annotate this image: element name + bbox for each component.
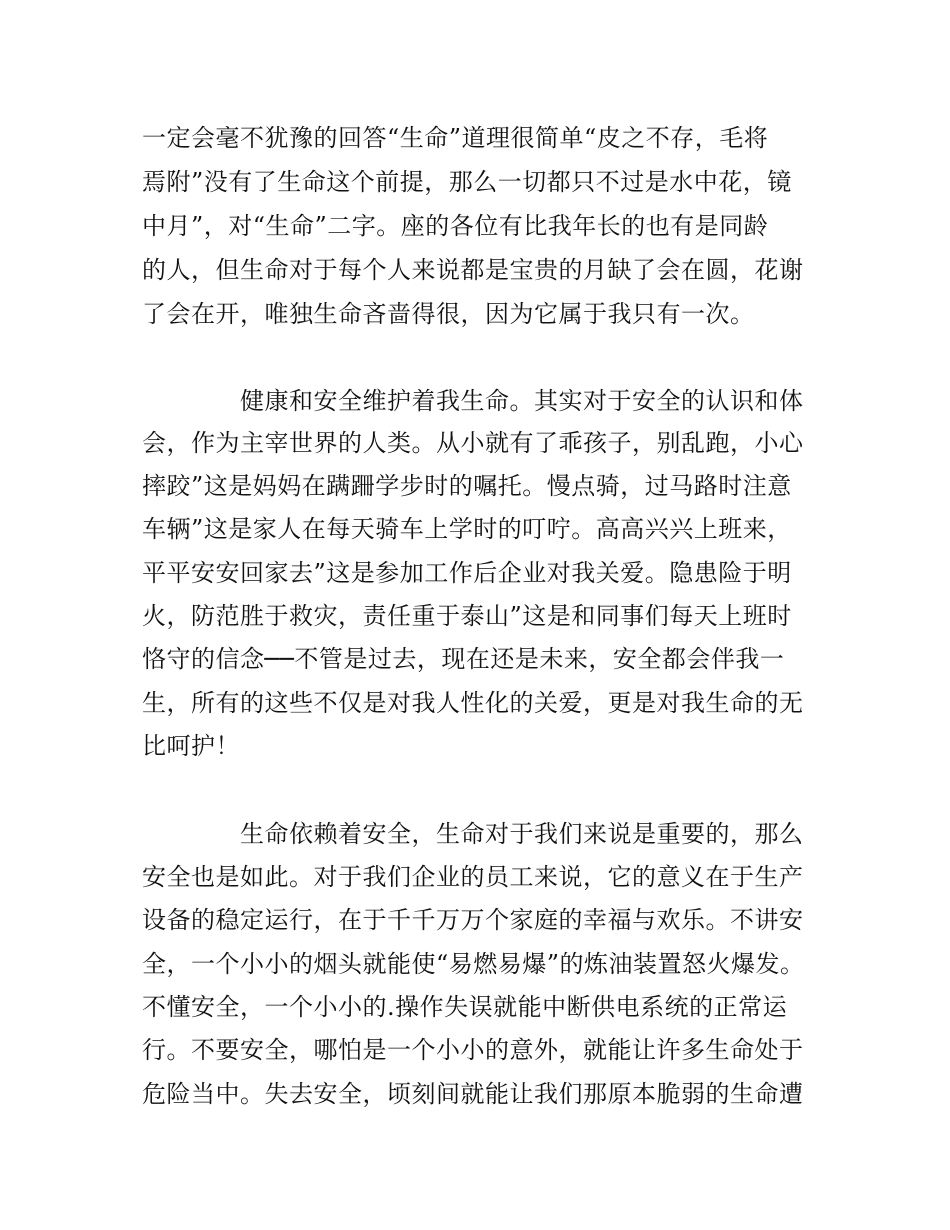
paragraph-2-line-9: 比呵护！ — [142, 732, 240, 760]
paragraph-1-line-2: 焉附”没有了生命这个前提，那么一切都只不过是水中花，镜 — [142, 168, 792, 196]
paragraph-1-line-3: 中月”，对“生命”二字。座的各位有比我年长的也有是同龄 — [142, 212, 769, 240]
paragraph-2-line-7: 恪守的信念──不管是过去，现在还是未来，安全都会伴我一 — [142, 645, 785, 673]
paragraph-2-line-1: 健康和安全维护着我生命。其实对于安全的认识和体 — [240, 387, 804, 415]
paragraph-3-line-7: 危险当中。失去安全，顷刻间就能让我们那原本脆弱的生命遭 — [142, 1080, 804, 1108]
paragraph-2-line-8: 生，所有的这些不仅是对我人性化的关爱，更是对我生命的无 — [142, 689, 804, 717]
paragraph-2-line-6: 火，防范胜于救灾，责任重于泰山”这是和同事们每天上班时 — [142, 602, 792, 630]
paragraph-2-line-3: 摔跤”这是妈妈在蹒跚学步时的嘱托。慢点骑，过马路时注意 — [142, 472, 792, 500]
paragraph-3-line-6: 行。不要安全，哪怕是一个小小的意外，就能让许多生命处于 — [142, 1036, 804, 1064]
paragraph-3-line-2: 安全也是如此。对于我们企业的员工来说，它的意义在于生产 — [142, 863, 804, 891]
paragraph-1-line-1: 一定会毫不犹豫的回答“生命”道理很简单“皮之不存，毛将 — [142, 124, 769, 152]
paragraph-3-line-5: 不懂安全，一个小小的.操作失误就能中断供电系统的正常运 — [142, 993, 788, 1021]
paragraph-3-line-3: 设备的稳定运行，在于千千万万个家庭的幸福与欢乐。不讲安 — [142, 906, 804, 934]
paragraph-3-line-1: 生命依赖着安全，生命对于我们来说是重要的，那么 — [240, 820, 804, 848]
paragraph-1-line-4: 的人，但生命对于每个人来说都是宝贵的月缺了会在圆，花谢 — [142, 256, 804, 284]
paragraph-2-line-4: 车辆”这是家人在每天骑车上学时的叮咛。高高兴兴上班来， — [142, 515, 792, 543]
paragraph-1-line-5: 了会在开，唯独生命吝啬得很，因为它属于我只有一次。 — [142, 300, 755, 328]
paragraph-2-line-2: 会，作为主宰世界的人类。从小就有了乖孩子，别乱跑，小心 — [142, 429, 804, 457]
paragraph-3-line-4: 全，一个小小的烟头就能使“易燃易爆”的炼油装置怒火爆发。 — [142, 950, 805, 978]
paragraph-2-line-5: 平平安安回家去”这是参加工作后企业对我关爱。隐患险于明 — [142, 559, 792, 587]
